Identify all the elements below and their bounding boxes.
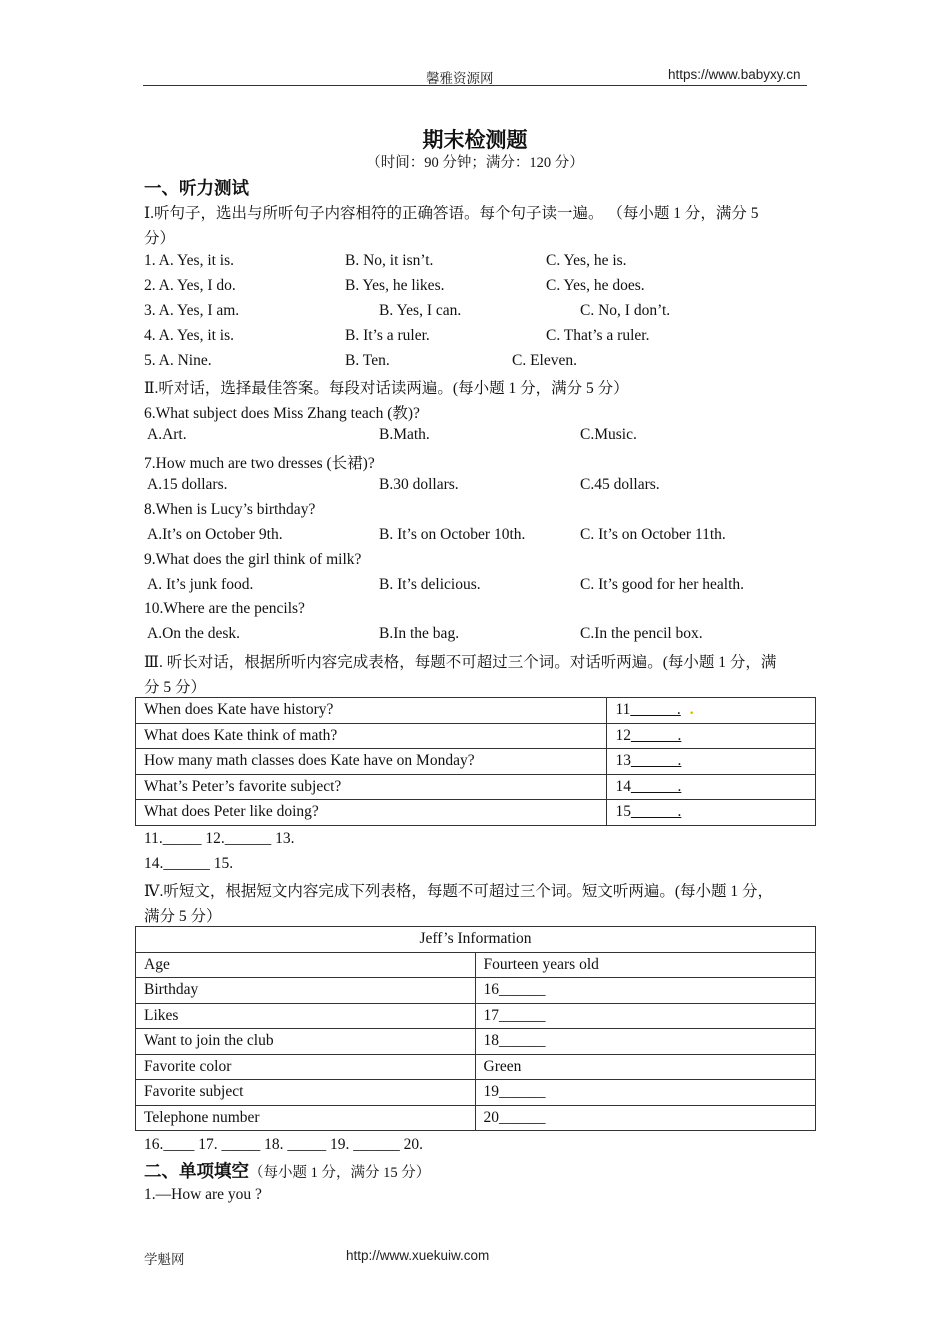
q10-question: 10.Where are the pencils? (144, 600, 305, 617)
q6-option-a: A.Art. (147, 426, 187, 443)
part3-instruction: Ⅲ. 听长对话，根据所听内容完成表格，每题不可超过三个词。对话听两遍。(每小题 1 分，满 (144, 654, 777, 671)
q10-option-b: B.In the bag. (379, 625, 460, 642)
q8-option-c: C. It’s on October 11th. (580, 526, 726, 543)
table-title: Jeff’s Information (136, 927, 816, 953)
info-value: Green (475, 1054, 815, 1080)
page-title: 期末检测题 (422, 128, 528, 152)
q1-option-b: B. No, it isn’t. (345, 252, 434, 269)
q4-option-a: 4. A. Yes, it is. (144, 327, 235, 344)
table-row (136, 1105, 816, 1131)
q8-option-b: B. It’s on October 10th. (379, 526, 526, 543)
q6-question: 6.What subject does Miss Zhang teach (教)? (144, 405, 420, 422)
table-row (136, 800, 816, 826)
q2-option-b: B. Yes, he likes. (345, 277, 445, 294)
q7-option-a: A.15 dollars. (147, 476, 228, 493)
q3-option-b: B. Yes, I can. (379, 302, 462, 319)
q9-option-c: C. It’s good for her health. (580, 576, 745, 593)
table-answer-cell[interactable] (607, 698, 816, 724)
footer-site-name: 学魁网 (144, 1252, 185, 1267)
q5-option-c: C. Eleven. (512, 352, 577, 369)
table-row (136, 1003, 816, 1029)
q2-option-a: 2. A. Yes, I do. (144, 277, 236, 294)
q7-option-c: C.45 dollars. (580, 476, 660, 493)
q4-option-b: B. It’s a ruler. (345, 327, 430, 344)
blank-number: 11 (615, 701, 631, 718)
blank-number: 15 (615, 803, 631, 820)
q5-option-b: B. Ten. (345, 352, 390, 369)
part2-instruction: Ⅱ.听对话，选择最佳答案。每段对话读两遍。(每小题 1 分，满分 5 分） (144, 380, 629, 397)
q10-option-c: C.In the pencil box. (580, 625, 703, 642)
section2-note: （每小题 1 分，满分 15 分） (249, 1165, 431, 1181)
table-row (136, 774, 816, 800)
info-label: Likes (136, 1003, 476, 1029)
q7-option-b: B.30 dollars. (379, 476, 459, 493)
q6-option-c: C.Music. (580, 426, 637, 443)
table-answer-cell[interactable] (607, 723, 816, 749)
q1-option-c: C. Yes, he is. (546, 252, 627, 269)
part3-answer-line2[interactable]: 14.______ 15. (144, 855, 234, 872)
stray-mark: . (689, 701, 694, 718)
q9-option-a: A. It’s junk food. (147, 576, 254, 593)
part1-instruction: Ⅰ.听句子，选出与所听句子内容相符的正确答语。每个句子读一遍。 （每小题 1 分，满分 5 (144, 205, 759, 222)
q3-option-a: 3. A. Yes, I am. (144, 302, 240, 319)
table-row (136, 1080, 816, 1106)
info-value: Fourteen years old (475, 952, 815, 978)
q8-option-a: A.It’s on October 9th. (147, 526, 283, 543)
q3-option-c: C. No, I don’t. (580, 302, 671, 319)
answer-blank[interactable]: ______. (630, 777, 682, 795)
footer-url[interactable]: http://www.xuekuiw.com (346, 1248, 490, 1263)
table-row (136, 1054, 816, 1080)
blank-number: 12 (615, 726, 631, 744)
info-answer-blank[interactable]: 17______ (475, 1003, 815, 1029)
info-label: Telephone number (136, 1105, 476, 1131)
table-row (136, 723, 816, 749)
info-answer-blank[interactable]: 16______ (475, 978, 815, 1004)
table-question: How many math classes does Kate have on Monday? (136, 749, 607, 775)
q5-option-a: 5. A. Nine. (144, 352, 212, 369)
table-question: What does Kate think of math? (136, 723, 607, 749)
table-row (136, 978, 816, 1004)
table-answer-cell[interactable] (607, 774, 816, 800)
info-label: Birthday (136, 978, 476, 1004)
info-answer-blank[interactable]: 20______ (475, 1105, 815, 1131)
q4-option-c: C. That’s a ruler. (546, 327, 650, 344)
section1-heading: 一、听力测试 (144, 178, 249, 198)
part4-answer-line[interactable]: 16.____ 17. _____ 18. _____ 19. ______ 20. (144, 1136, 423, 1153)
info-label: Want to join the club (136, 1029, 476, 1055)
answer-blank[interactable]: ______. (630, 726, 682, 744)
table-answer-cell[interactable] (607, 749, 816, 775)
table-row (136, 698, 816, 724)
q6-option-b: B.Math. (379, 426, 430, 443)
section2-q1: 1.—How are you ? (144, 1186, 262, 1203)
part4-instruction-cont: 满分 5 分） (144, 908, 222, 925)
header-url[interactable]: https://www.babyxy.cn (668, 67, 801, 82)
q8-question: 8.When is Lucy’s birthday? (144, 501, 316, 518)
exam-info: （时间：90 分钟；满分：120 分） (366, 155, 584, 171)
info-answer-blank[interactable]: 19______ (475, 1080, 815, 1106)
answer-blank[interactable]: ______. (630, 803, 682, 820)
info-answer-blank[interactable]: 18______ (475, 1029, 815, 1055)
table-row (136, 1029, 816, 1055)
table-answer-cell[interactable] (607, 800, 816, 826)
table-question: When does Kate have history? (136, 698, 607, 724)
table-question: What’s Peter’s favorite subject? (136, 774, 607, 800)
jeff-info-table (135, 926, 816, 1131)
table-header-row (136, 927, 816, 953)
table-row (136, 749, 816, 775)
section2-heading-line (144, 1158, 430, 1183)
q1-option-a: 1. A. Yes, it is. (144, 252, 235, 269)
info-label: Favorite subject (136, 1080, 476, 1106)
q9-question: 9.What does the girl think of milk? (144, 551, 362, 568)
kate-peter-table (135, 697, 816, 826)
part3-answer-line1[interactable]: 11._____ 12.______ 13. (144, 830, 295, 847)
header-site-name: 馨雅资源网 (426, 71, 494, 86)
q10-option-a: A.On the desk. (147, 625, 240, 642)
blank-number: 13 (615, 752, 631, 769)
blank-number: 14 (615, 777, 631, 795)
q9-option-b: B. It’s delicious. (379, 576, 481, 593)
info-label: Age (136, 952, 476, 978)
answer-blank[interactable]: ______. (630, 701, 681, 718)
answer-blank[interactable]: ______. (630, 752, 682, 769)
q2-option-c: C. Yes, he does. (546, 277, 645, 294)
part4-instruction: Ⅳ.听短文，根据短文内容完成下列表格，每题不可超过三个词。短文听两遍。(每小题 1 分， (144, 883, 774, 900)
table-row (136, 952, 816, 978)
part3-instruction-cont: 分 5 分） (144, 679, 207, 696)
q7-question: 7.How much are two dresses (长裙)? (144, 455, 375, 472)
table-question: What does Peter like doing? (136, 800, 607, 826)
header-rule (143, 85, 807, 86)
info-label: Favorite color (136, 1054, 476, 1080)
part1-instruction-cont: 分） (144, 230, 176, 247)
section2-heading: 二、单项填空 (144, 1161, 249, 1181)
